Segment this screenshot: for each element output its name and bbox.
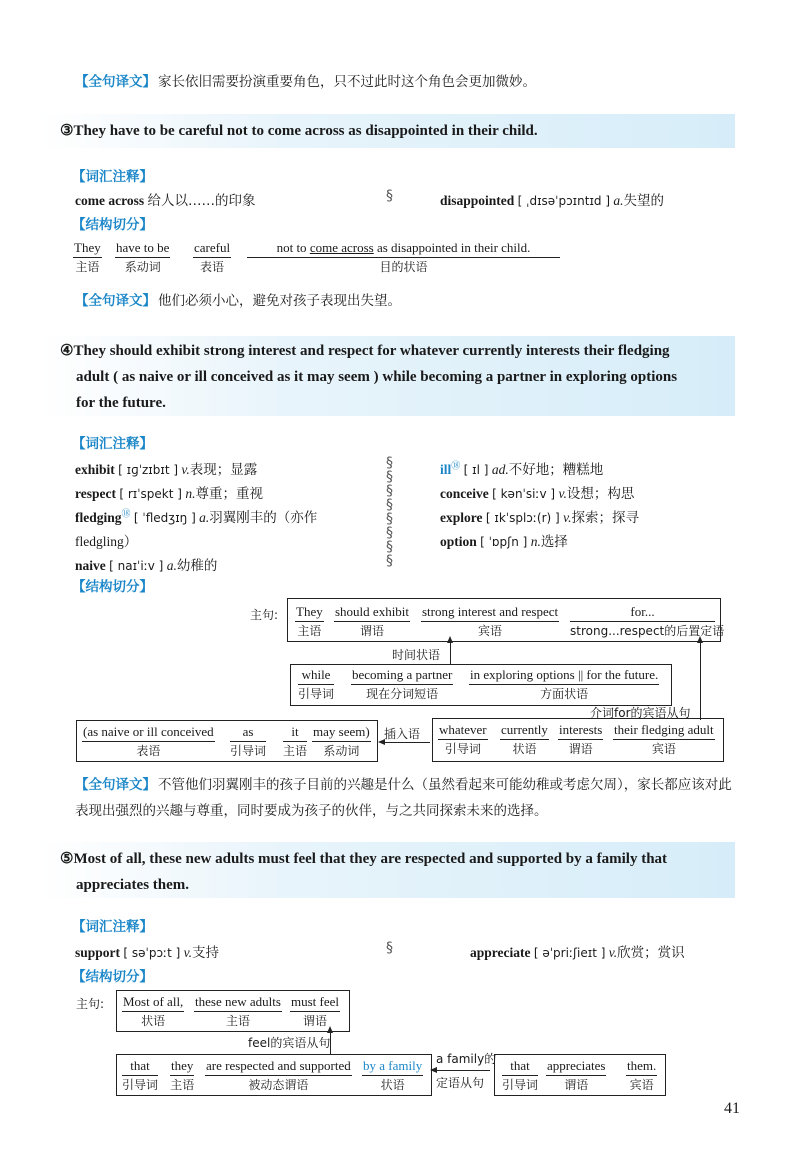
s3-sentence: ③They have to be careful not to come across as disappointed in their child. [60, 123, 538, 139]
arrow-left-icon [436, 1070, 490, 1071]
structure-tag: 【结构切分】 [72, 969, 153, 985]
vocab-item: option [ ˈɒpʃn ] n.选择 [440, 534, 568, 550]
segment: may seem) 系动词 [313, 724, 370, 758]
segment: They 主语 [296, 604, 323, 638]
segment: currently 状语 [501, 722, 548, 756]
segment: are respected and supported 被动态谓语 [206, 1058, 351, 1092]
segment: their fledging adult 宾语 [614, 722, 714, 756]
vocab-tag: 【词汇注释】 [72, 169, 153, 185]
segment: it 主语 [283, 724, 308, 758]
segment: becoming a partner 现在分词短语 [352, 667, 453, 701]
vocab-item: exhibit [ ɪɡˈzɪbɪt ] v.表现；显露 [75, 462, 258, 478]
s3-translation: 【全句译文】 他们必须小心，避免对孩子表现出失望。 [75, 293, 401, 309]
segment: should exhibit 谓语 [335, 604, 410, 638]
divider-wave-icon: § [386, 188, 393, 204]
vocab-item: disappointed [ ˌdɪsəˈpɔɪntɪd ] a.失望的 [440, 193, 665, 209]
vocab-tag: 【词汇注释】 [72, 436, 153, 452]
segment: not to come across as disappointed in their child. 目的状语 [247, 240, 560, 276]
s4-translation: 【全句译文】 不管他们羽翼刚丰的孩子目前的兴趣是什么（虽然看起来可能幼稚或考虑欠周），家长都应该对此表现出强烈的兴趣与尊重，同时要成为孩子的伙伴，与之共同探索未来的选择。 [75, 777, 732, 819]
segment: (as naive or ill conceived 表语 [83, 724, 214, 758]
segment: for... strong...respect的后置定语 [570, 604, 725, 638]
s5-sentence: ⑤Most of all, these new adults must feel that they are respected and supported by a family that appreciates them. [60, 851, 668, 893]
segment: strong interest and respect 宾语 [422, 604, 559, 638]
divider-wave-icon: § [386, 940, 393, 956]
arrow-up-icon [450, 642, 451, 664]
segment: while 引导词 [298, 667, 335, 701]
segment: these new adults 主语 [195, 994, 281, 1028]
vocab-item: come across 给人以……的印象 [75, 193, 256, 209]
segment: as 引导词 [230, 724, 267, 758]
vocab-item: fledging⑱ [ ˈfledʒɪŋ ] a.羽翼刚丰的（亦作 [75, 508, 318, 526]
arrow-up-icon [700, 642, 701, 720]
main-clause-label: 主句: [76, 997, 105, 1011]
vocab-item: appreciate [ əˈpriːʃieɪt ] v.欣赏；赏识 [470, 945, 685, 961]
segment: They 主语 [74, 240, 101, 274]
structure-tag: 【结构切分】 [72, 217, 153, 233]
vocab-item: naive [ naɪˈiːv ] a.幼稚的 [75, 558, 218, 574]
segment: them. 宾语 [627, 1058, 657, 1092]
attributive-clause-label: 定语从句 [436, 1076, 485, 1090]
segment: careful 表语 [194, 240, 231, 274]
object-clause-label: feel的宾语从句 [248, 1036, 331, 1050]
vocab-item: conceive [ kənˈsiːv ] v.设想；构思 [440, 486, 635, 502]
vocab-item: support [ səˈpɔːt ] v.支持 [75, 945, 220, 961]
segment: that 引导词 [502, 1058, 539, 1092]
arrow-left-icon [384, 742, 430, 743]
segment: have to be 系动词 [116, 240, 170, 274]
vocab-item: respect [ rɪˈspekt ] n.尊重；重视 [75, 486, 263, 502]
vocab-item-continued: fledgling） [75, 534, 138, 549]
object-clause-label: 介词for的宾语从句 [590, 706, 691, 720]
segment: whatever 引导词 [439, 722, 487, 756]
vocab-tag: 【词汇注释】 [72, 919, 153, 935]
translation-tag: 【全句译文】 [75, 74, 156, 90]
segment: must feel 谓语 [291, 994, 340, 1028]
vocab-item: explore [ ɪkˈsplɔː(r) ] v.探索；探寻 [440, 510, 639, 526]
page-number: 41 [724, 1100, 740, 1117]
attributive-clause-label: a family的 [436, 1052, 497, 1066]
divider-wave-icon: § § § § § § § § [386, 455, 393, 569]
time-adverbial-label: 时间状语 [392, 648, 441, 662]
segment: that 引导词 [122, 1058, 159, 1092]
vocab-item: ill⑱ [ ɪl ] ad.不好地；糟糕地 [440, 460, 604, 478]
parenthetical-label: 插入语 [384, 727, 421, 741]
main-clause-label: 主句: [250, 608, 279, 622]
segment: appreciates 谓语 [547, 1058, 606, 1092]
segment: Most of all, 状语 [123, 994, 184, 1028]
segment: interests 谓语 [559, 722, 603, 756]
structure-tag: 【结构切分】 [72, 579, 153, 595]
arrow-up-icon [330, 1032, 331, 1054]
segment: by a family 状语 [363, 1058, 423, 1092]
s2-translation: 【全句译文】 家长依旧需要扮演重要角色，只不过此时这个角色会更加微妙。 [75, 74, 536, 90]
segment: in exploring options || for the future. 方面状语 [470, 667, 659, 701]
s4-sentence: ④They should exhibit strong interest and respect for whatever currently interests their fledging adult ( as naive or ill conceived as it may seem ) while becoming a partner in exploring options for the future. [60, 343, 678, 411]
segment: they 主语 [170, 1058, 195, 1092]
